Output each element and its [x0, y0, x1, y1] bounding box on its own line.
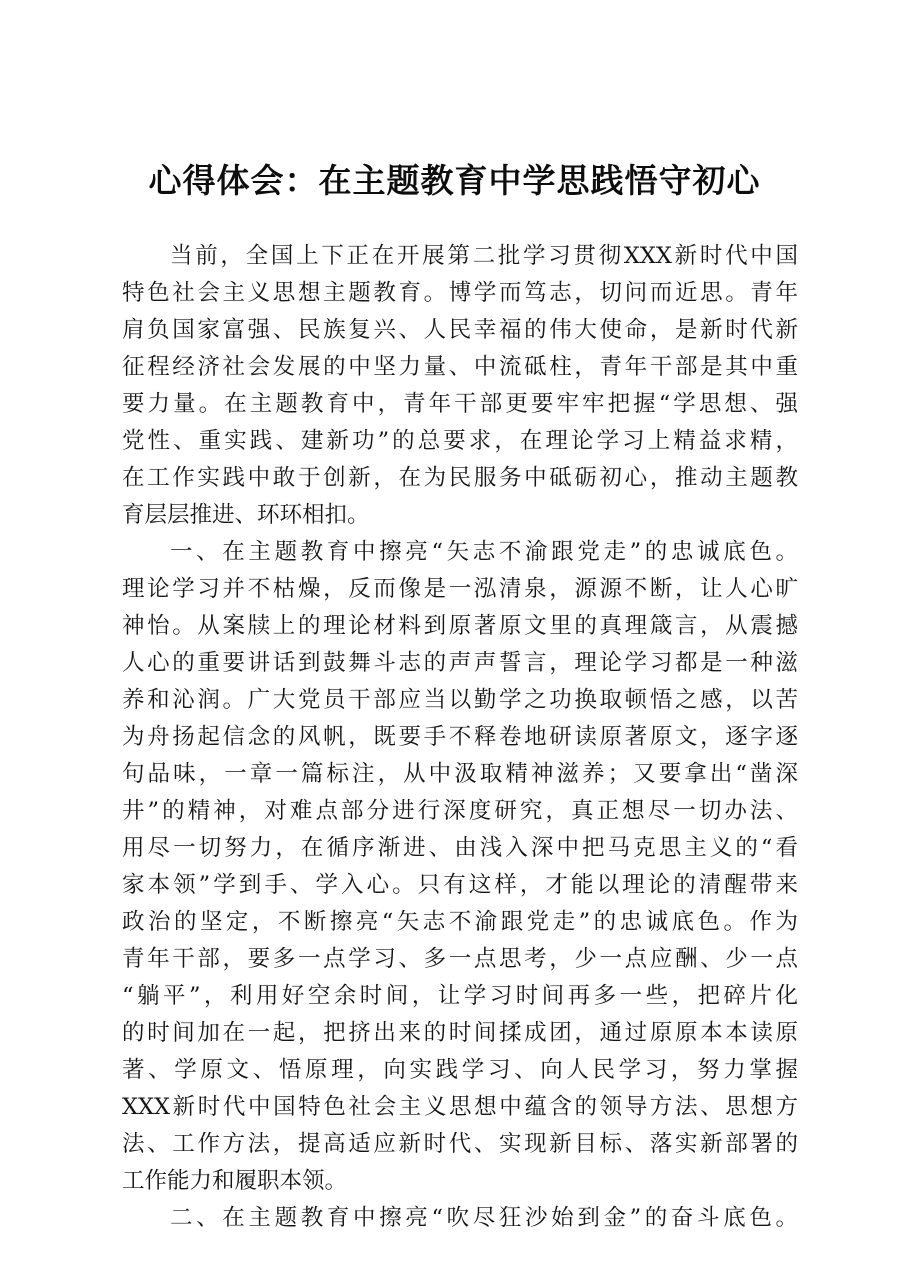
body-text-line: 理论学习并不枯燥，反而像是一泓清泉，源源不断，让人心旷 [122, 576, 798, 602]
body-text-line: 养和沁润。广大党员干部应当以勤学之功换取顿悟之感，以苦 [122, 687, 798, 713]
body-text-line: 人心的重要讲话到鼓舞斗志的声声誓言，理论学习都是一种滋 [122, 650, 798, 676]
body-text-line: 政治的坚定，不断擦亮“矢志不渝跟党走”的忠诚底色。作为 [122, 909, 798, 935]
body-text-line: 一、在主题教育中擦亮“矢志不渝跟党走”的忠诚底色。 [170, 539, 798, 565]
body-text-line: 在工作实践中敢于创新，在为民服务中砥砺初心，推动主题教 [122, 465, 798, 491]
document-body [122, 238, 798, 1237]
body-text-line: 句品味，一章一篇标注，从中汲取精神滋养；又要拿出“凿深 [122, 761, 798, 787]
document-title: 心得体会：在主题教育中学思践悟守初心 [148, 161, 761, 200]
body-text-line: 用尽一切努力，在循序渐进、由浅入深中把马克思主义的“看 [122, 835, 798, 861]
body-text-line: 当前，全国上下正在开展第二批学习贯彻XXX新时代中国 [170, 243, 798, 269]
body-text-line: 为舟扬起信念的风帆，既要手不释卷地研读原著原文，逐字逐 [122, 724, 798, 750]
body-text-line: 神怡。从案牍上的理论材料到原著原文里的真理箴言，从震撼 [122, 613, 798, 639]
body-text-line: 青年干部，要多一点学习、多一点思考，少一点应酬、少一点 [122, 946, 798, 972]
body-text-line: XXX新时代中国特色社会主义思想中蕴含的领导方法、思想方 [122, 1094, 798, 1120]
body-text-line: “躺平”，利用好空余时间，让学习时间再多一些，把碎片化 [122, 983, 798, 1009]
body-text-line: 育层层推进、环环相扣。 [122, 502, 370, 528]
body-text-line: 征程经济社会发展的中坚力量、中流砥柱，青年干部是其中重 [122, 354, 798, 380]
body-text-line: 要力量。在主题教育中，青年干部更要牢牢把握“学思想、强 [122, 391, 798, 417]
body-text-line: 二、在主题教育中擦亮“吹尽狂沙始到金”的奋斗底色。 [170, 1205, 798, 1231]
body-text-line: 家本领”学到手、学入心。只有这样，才能以理论的清醒带来 [122, 872, 798, 898]
body-text-line: 工作能力和履职本领。 [122, 1168, 348, 1194]
body-text-line: 井”的精神，对难点部分进行深度研究，真正想尽一切办法、 [122, 798, 798, 824]
body-text-line: 著、学原文、悟原理，向实践学习、向人民学习，努力掌握 [122, 1057, 798, 1083]
body-text-line: 法、工作方法，提高适应新时代、实现新目标、落实新部署的 [122, 1131, 798, 1157]
body-text-line: 特色社会主义思想主题教育。博学而笃志，切问而近思。青年 [122, 280, 798, 306]
body-text-line: 肩负国家富强、民族复兴、人民幸福的伟大使命，是新时代新 [122, 317, 798, 343]
body-text-line: 党性、重实践、建新功”的总要求，在理论学习上精益求精， [122, 428, 798, 454]
body-text-line: 的时间加在一起，把挤出来的时间揉成团，通过原原本本读原 [122, 1020, 798, 1046]
